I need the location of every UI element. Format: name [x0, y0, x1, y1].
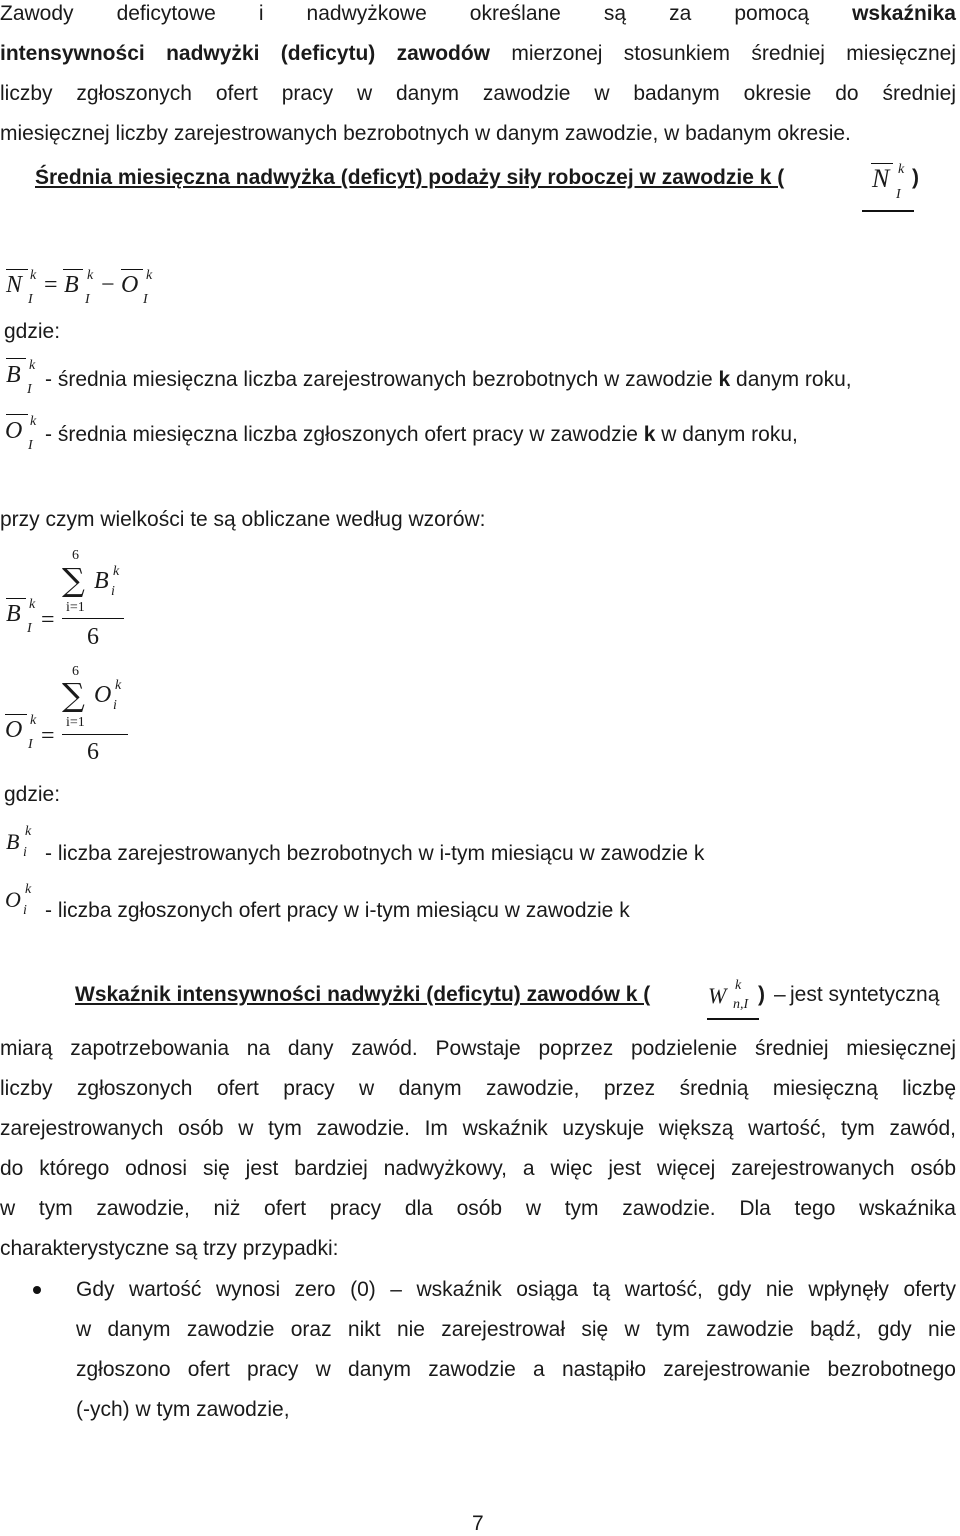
przy-czym-text: przy czym wielkości te są obliczane według wzorów: [0, 508, 486, 531]
heading2-underline-ext [707, 1018, 759, 1020]
def-b-k: k [718, 368, 731, 391]
heading-w-symbol: W [708, 983, 727, 1008]
heading-wskaznik [75, 983, 650, 1007]
page-number: 7 [472, 1512, 484, 1535]
formula-o-fraction-bar [62, 734, 128, 735]
def-bi-sup: k [25, 824, 32, 839]
formula-o-Oi-sub: i [113, 698, 117, 713]
bullet-line-1: Gdy wartość wynosi zero (0) – wskaźnik osiąga tą wartość, gdy nie wpłynęły oferty [76, 1278, 956, 1301]
para-line-5: w tym zawodzie, niż ofert pracy dla osób w tym zawodzie. Dla tego wskaźnika [0, 1197, 956, 1220]
intro-line-2 [0, 40, 956, 68]
heading2-tail: jest syntetyczną [790, 983, 940, 1006]
formula-n-minus: − [101, 272, 115, 298]
heading-nadwyzka-text: Średnia miesięczna nadwyżka (deficyt) podaży siły roboczej w zawodzie k ( [35, 166, 785, 189]
def-b-symbol: B [6, 362, 21, 388]
def-b-desc: - średnia miesięczna liczba zarejestrowanych bezrobotnych w zawodzie [45, 368, 713, 391]
heading-w-sub: n,I [733, 997, 749, 1012]
formula-n-N: N [6, 272, 23, 298]
def-o-tail: w danym roku, [661, 423, 798, 446]
def-b-sup: k [29, 358, 36, 373]
def-o-overbar [6, 414, 28, 415]
formula-b-Bi-sup: k [113, 564, 120, 579]
formula-n-O: O [121, 272, 139, 298]
para-line-1: miarą zapotrzebowania na dany zawód. Powstaje poprzez podzielenie średniej miesięcznej [0, 1037, 956, 1060]
intro-line-4: miesięcznej liczby zarejestrowanych bezrobotnych w danym zawodzie, w badanym okresie. [0, 122, 851, 145]
def-o-desc: - średnia miesięczna liczba zgłoszonych ofert pracy w zawodzie [45, 423, 638, 446]
def-o-symbol: O [5, 418, 23, 444]
heading-n-sup: k [898, 162, 905, 177]
formula-n-B-sup: k [87, 268, 94, 283]
heading2-dash: – [774, 983, 786, 1006]
def-oi-text: - liczba zgłoszonych ofert pracy w i-tym miesiącu w zawodzie k [45, 899, 630, 922]
heading-close: ) [912, 166, 919, 189]
formula-b-Bi-sub: i [111, 584, 115, 599]
formula-b-sum-top: 6 [72, 548, 79, 563]
para-line-2: liczby zgłoszonych ofert pracy w danym zawodzie, przez średnią miesięczną liczbę [0, 1077, 956, 1100]
def-bi-sub: i [23, 845, 27, 860]
def-b-overbar [6, 358, 26, 359]
def-o-text [45, 423, 798, 447]
def-b-sub: I [27, 382, 32, 397]
bullet-dot [33, 1286, 41, 1294]
def-oi-sub: i [23, 903, 27, 918]
para-line-4: do którego odnosi się jest bardziej nadwyżkowy, a więc jest więcej zarejestrowanych osób [0, 1157, 956, 1180]
formula-n-overbar-b [63, 269, 83, 270]
para-line-6: charakterystyczne są trzy przypadki: [0, 1237, 339, 1260]
heading-nadwyzka [35, 166, 784, 190]
formula-b-denominator: 6 [87, 624, 99, 650]
intro-line-3: liczby zgłoszonych ofert pracy w danym zawodzie w badanym okresie do średniej [0, 82, 956, 105]
formula-o-denominator: 6 [87, 739, 99, 765]
def-o-k: k [643, 423, 656, 446]
formula-b-sigma: ∑ [62, 561, 85, 599]
formula-o-O: O [5, 717, 23, 743]
formula-n-N-sub: I [28, 292, 33, 307]
formula-o-eq: = [41, 723, 55, 749]
heading-n-sub: I [896, 187, 901, 202]
def-o-sub: I [28, 438, 33, 453]
formula-n-eq: = [44, 272, 58, 298]
bullet-line-2: w danym zawodzie oraz nikt nie zarejestrował się w tym zawodzie bądź, gdy nie [76, 1318, 956, 1341]
formula-n-O-sup: k [146, 268, 153, 283]
heading-w-close: ) [758, 983, 765, 1006]
formula-o-sub: I [28, 737, 33, 752]
bullet-line-4: (-ych) w tym zawodzie, [76, 1398, 290, 1421]
para-line-3: zarejestrowanych osób w tym zawodzie. Im wskaźnik uzyskuje większą wartość, tym zawód, [0, 1117, 956, 1140]
formula-o-sup: k [30, 713, 37, 728]
def-bi-symbol: B [6, 829, 20, 854]
formula-n-B: B [64, 272, 79, 298]
formula-b-sub: I [27, 621, 32, 636]
formula-n-N-sup: k [30, 268, 37, 283]
def-oi-sup: k [25, 882, 32, 897]
gdzie-label-2: gdzie: [4, 783, 61, 806]
def-oi-symbol: O [5, 887, 21, 912]
heading-wskaznik-text: Wskaźnik intensywności nadwyżki (deficytu) zawodów k ( [75, 983, 651, 1006]
bullet-line-3: zgłoszono ofert pracy w danym zawodzie a nastąpiło zarejestrowanie bezrobotnego [76, 1358, 956, 1381]
formula-b-sum-bottom: i=1 [66, 600, 85, 615]
heading-n-symbol: N [872, 164, 890, 193]
formula-o-Oi-sup: k [115, 678, 122, 693]
intro-text-2: mierzonej stosunkiem średniej miesięcznej [511, 42, 956, 65]
formula-o-Oi: O [94, 682, 112, 708]
intro-bold-1: wskaźnika [852, 2, 956, 25]
formula-n-overbar-o [121, 269, 143, 270]
formula-n-overbar-n [6, 269, 28, 270]
formula-b-B: B [6, 601, 21, 627]
def-o-sup: k [30, 414, 37, 429]
formula-b-Bi: B [94, 568, 109, 594]
formula-b-overbar [6, 598, 26, 599]
formula-b-eq: = [41, 607, 55, 633]
formula-n-O-sub: I [143, 292, 148, 307]
formula-o-sigma: ∑ [62, 676, 85, 714]
formula-o-overbar [5, 714, 27, 715]
def-b-tail: danym roku, [736, 368, 852, 391]
def-bi-text: - liczba zarejestrowanych bezrobotnych w i-tym miesiącu w zawodzie k [45, 842, 705, 865]
formula-b-fraction-bar [62, 618, 124, 619]
heading-w-sup: k [735, 978, 742, 993]
formula-n-B-sub: I [85, 292, 90, 307]
intro-text-1: Zawody deficytowe i nadwyżkowe określane są za pomocą [0, 2, 810, 25]
intro-bold-2: intensywności nadwyżki (deficytu) zawodów [0, 42, 491, 65]
heading-underline-ext [862, 210, 914, 212]
formula-b-sup: k [29, 597, 36, 612]
formula-o-sum-bottom: i=1 [66, 715, 85, 730]
def-b-text [45, 368, 852, 392]
gdzie-label-1: gdzie: [4, 320, 61, 343]
intro-line-1 [0, 0, 956, 28]
formula-o-sum-top: 6 [72, 664, 79, 679]
